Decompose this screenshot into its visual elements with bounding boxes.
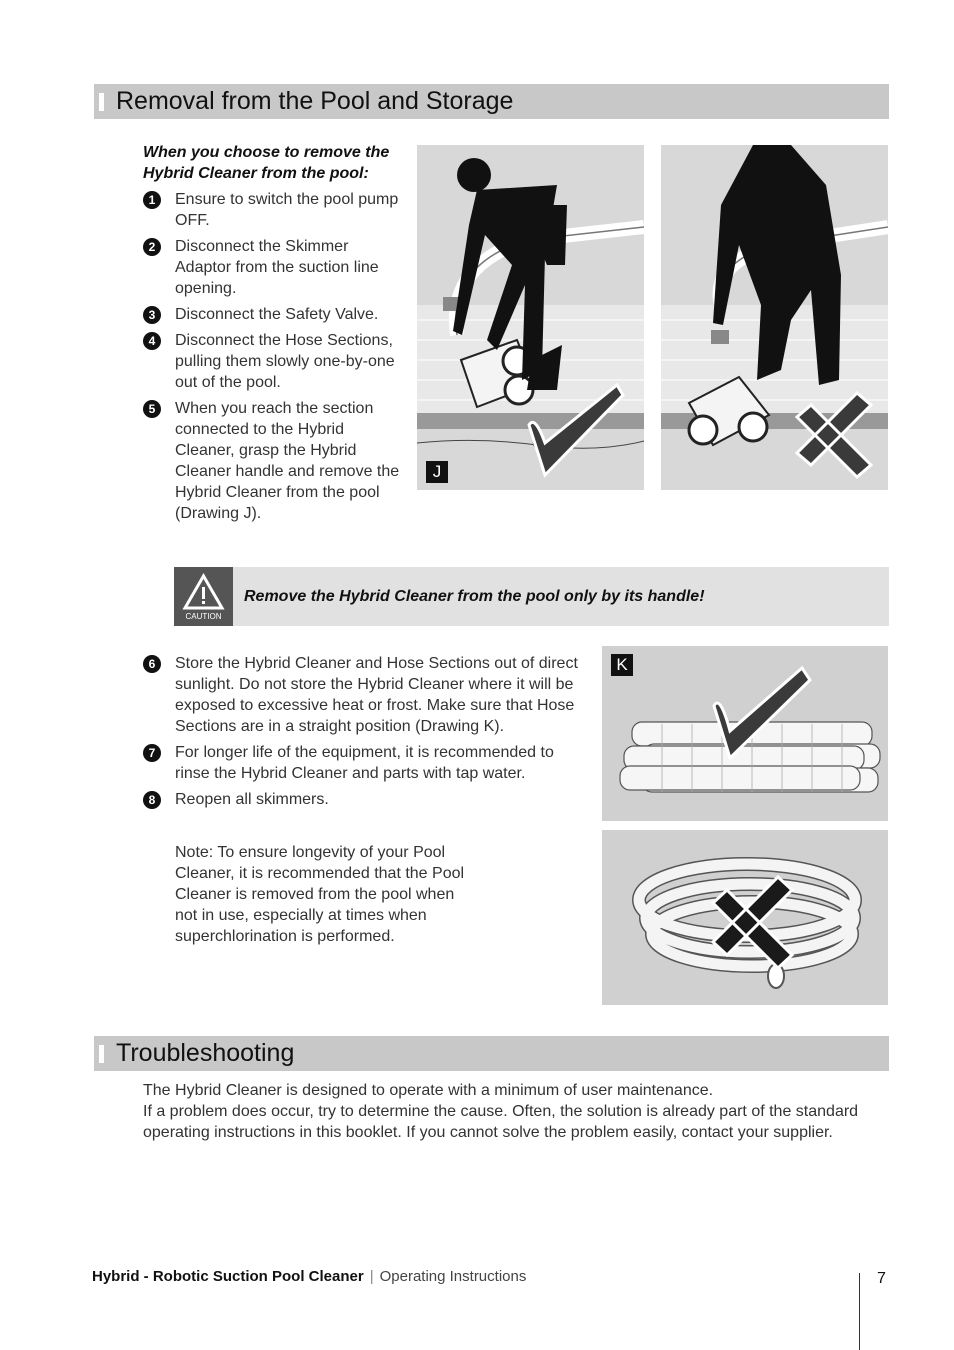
drawing-label: J — [426, 461, 448, 483]
troubleshooting-paragraph: If a problem does occur, try to determine the cause. Often, the solution is already part of the standard operating instructions in this booklet. If you cannot solve the problem easily, contact your supplier. — [143, 1103, 859, 1141]
footer-separator: | — [369, 1268, 374, 1285]
list-item: 4 Disconnect the Hose Sections, pulling them slowly one-by-one out of the pool. — [143, 330, 405, 393]
drawing-j-correct-removal — [417, 145, 644, 490]
caution-banner — [174, 567, 889, 626]
person-lifting-by-handle-illustration — [417, 145, 644, 490]
section-title: Troubleshooting — [116, 1039, 295, 1067]
section-title: Removal from the Pool and Storage — [116, 87, 514, 115]
person-lifting-by-hose-illustration — [661, 145, 888, 490]
intro-text: When you choose to remove the Hybrid Cleaner from the pool: — [143, 144, 390, 182]
list-item: 7 For longer life of the equipment, it is recommended to rinse the Hybrid Cleaner and parts with tap water. — [143, 742, 583, 784]
list-item: 2 Disconnect the Skimmer Adaptor from the suction line opening. — [143, 236, 405, 299]
drawing-label: K — [611, 654, 633, 676]
stacked-hose-sections-illustration — [602, 646, 888, 821]
list-item: 8 Reopen all skimmers. — [143, 789, 583, 810]
step-number-icon: 4 — [143, 332, 161, 350]
steps-list-b — [143, 653, 583, 815]
page-footer — [92, 1268, 526, 1285]
list-item: 5 When you reach the section connected to the Hybrid Cleaner, grasp the Hybrid Cleaner handle and remove the Hybrid Cleaner from the pool (Drawing J). — [143, 398, 405, 524]
header-accent-bar — [99, 93, 104, 111]
troubleshooting-paragraph: The Hybrid Cleaner is designed to operate with a minimum of user maintenance. — [143, 1082, 714, 1099]
step-number-icon: 1 — [143, 191, 161, 209]
drawing-k-straight-hoses — [602, 646, 888, 821]
troubleshooting-text — [143, 1080, 883, 1143]
step-number-icon: 5 — [143, 400, 161, 418]
drawing-coiled-hoses-incorrect — [602, 830, 888, 1005]
caution-warning-icon — [174, 567, 233, 626]
drawing-incorrect-removal — [661, 145, 888, 490]
step-number-icon: 2 — [143, 238, 161, 256]
step-number-icon: 6 — [143, 655, 161, 673]
step-number-icon: 8 — [143, 791, 161, 809]
section-header-removal — [94, 84, 889, 119]
steps-list-a — [143, 189, 405, 529]
note-text: Note: To ensure longevity of your Pool Cleaner, it is recommended that the Pool Cleaner is removed from the pool when not in use, especially at times when superchlorination is performed. — [175, 844, 465, 945]
footer-divider — [859, 1273, 860, 1350]
step-number-icon: 7 — [143, 744, 161, 762]
caution-text: Remove the Hybrid Cleaner from the pool only by its handle! — [244, 588, 705, 605]
page-number: 7 — [877, 1270, 886, 1287]
caution-label: CAUTION — [185, 612, 222, 621]
step-number-icon: 3 — [143, 306, 161, 324]
footer-title: Hybrid - Robotic Suction Pool Cleaner — [92, 1268, 364, 1285]
coiled-hose-illustration — [602, 830, 888, 1005]
list-item: 3 Disconnect the Safety Valve. — [143, 304, 405, 325]
footer-subtitle: Operating Instructions — [379, 1268, 527, 1285]
header-accent-bar — [99, 1045, 104, 1063]
section-header-troubleshooting — [94, 1036, 889, 1071]
list-item: 1 Ensure to switch the pool pump OFF. — [143, 189, 405, 231]
list-item: 6 Store the Hybrid Cleaner and Hose Sections out of direct sunlight. Do not store the Hybrid Cleaner where it will be exposed to excessive heat or frost. Make sure that Hose Sections are in a straight position (Drawing K). — [143, 653, 583, 737]
